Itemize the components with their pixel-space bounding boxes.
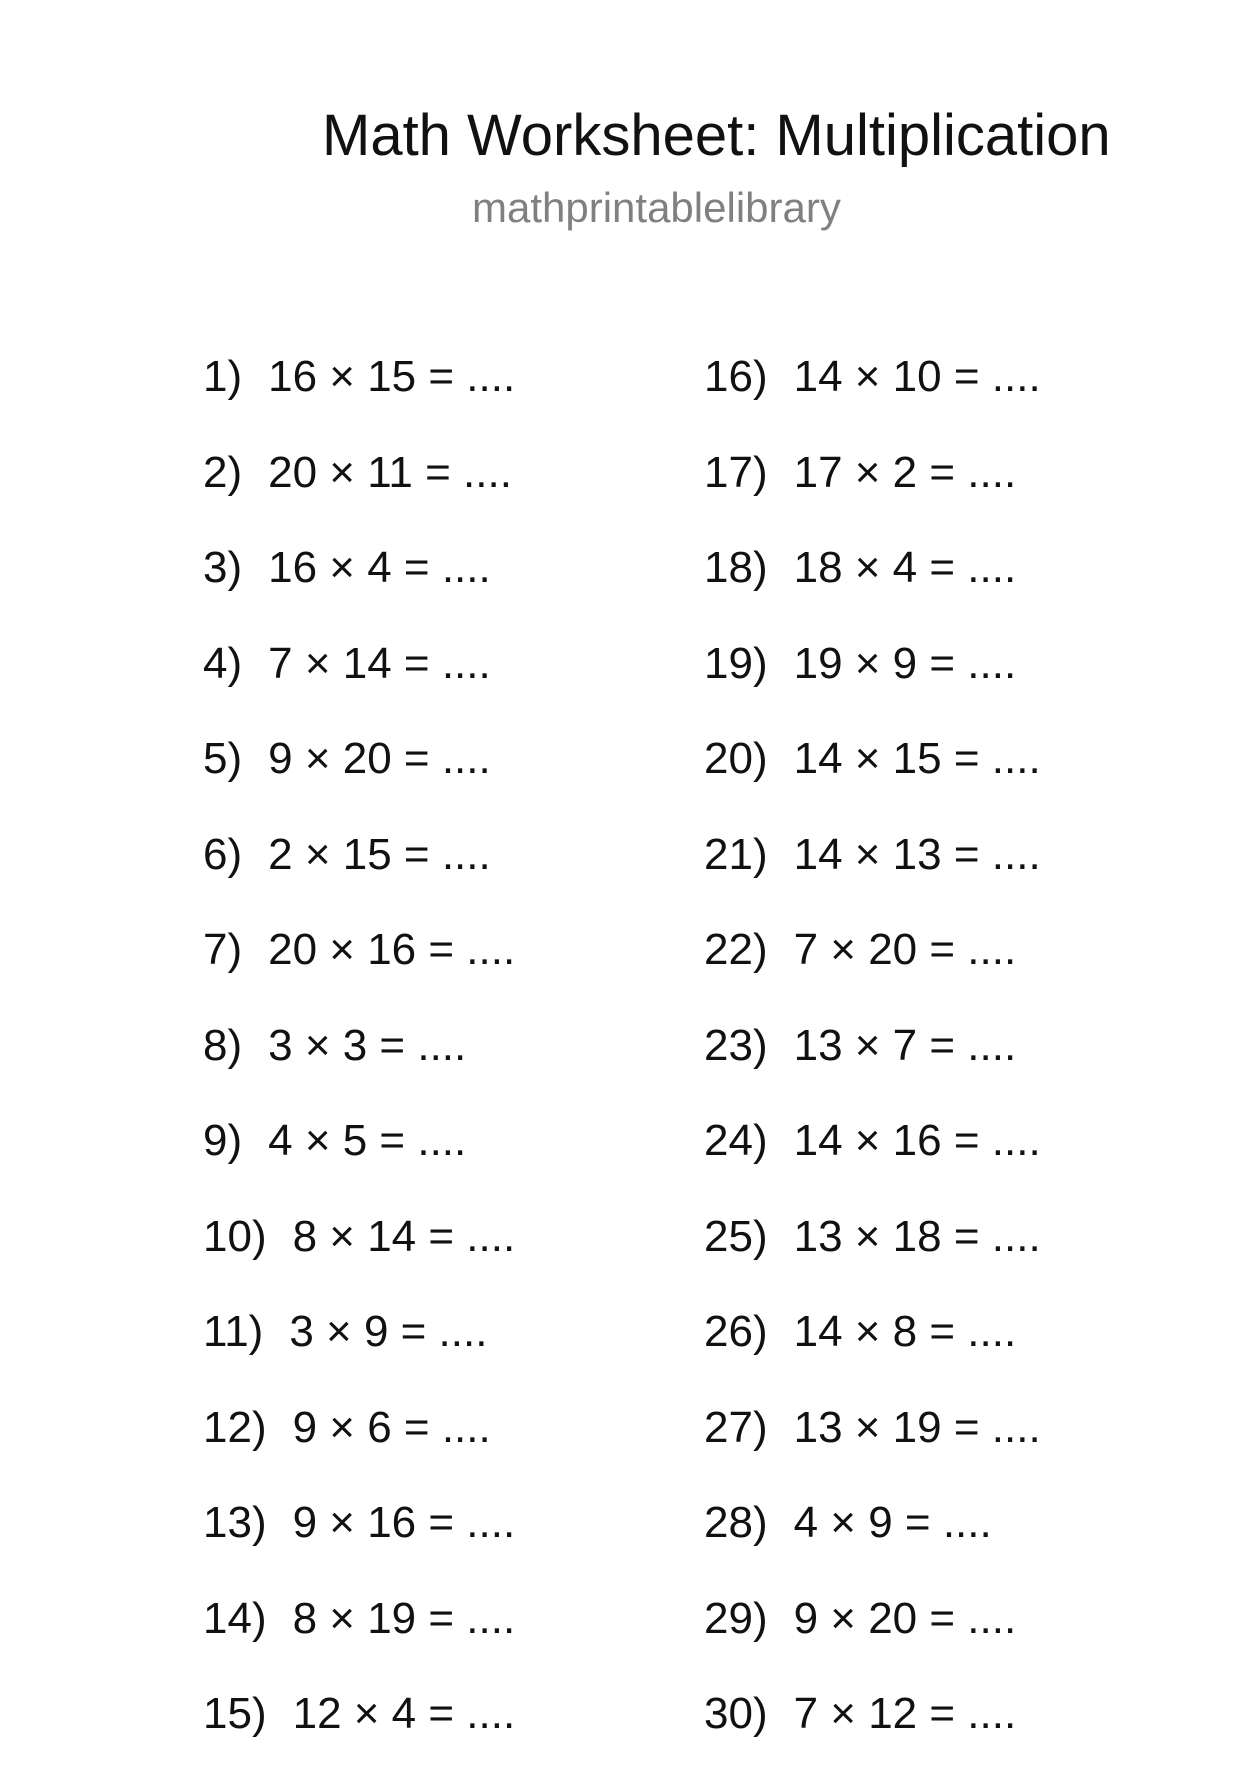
problem-number: 8): [203, 1020, 243, 1070]
problem-number: 14): [203, 1593, 267, 1643]
problem-number: 2): [203, 447, 243, 497]
problem-item: [704, 543, 1041, 639]
problem-number: 17): [704, 447, 768, 497]
problem-expression: 14 × 8 = ....: [793, 1307, 1017, 1356]
problem-item: [704, 1212, 1041, 1308]
problem-item: [203, 1689, 515, 1785]
problem-expression: 8 × 19 = ....: [292, 1593, 516, 1643]
problem-expression: 16 × 15 = ....: [268, 352, 516, 401]
problem-expression: 8 × 14 = ....: [292, 1211, 516, 1261]
problem-expression: 12 × 4 = ....: [292, 1689, 516, 1738]
problem-expression: 19 × 9 = ....: [793, 638, 1017, 688]
problem-number: 16): [704, 352, 768, 401]
problem-item: [203, 1212, 515, 1308]
problem-expression: 9 × 16 = ....: [292, 1498, 516, 1547]
problem-item: [704, 1594, 1041, 1690]
problem-number: 30): [704, 1689, 768, 1738]
problem-expression: 4 × 9 = ....: [793, 1498, 992, 1547]
problem-expression: 7 × 12 = ....: [793, 1689, 1017, 1738]
problem-item: [203, 448, 515, 544]
problem-item: [704, 830, 1041, 926]
problem-expression: 14 × 10 = ....: [793, 352, 1041, 401]
problem-number: 7): [203, 925, 243, 974]
problem-expression: 16 × 4 = ....: [268, 543, 491, 592]
problem-item: [203, 1594, 515, 1690]
problem-item: [203, 1498, 515, 1594]
problem-expression: 2 × 15 = ....: [268, 829, 491, 879]
problem-item: [203, 1021, 515, 1117]
problem-number: 4): [203, 638, 243, 688]
problem-number: 10): [203, 1211, 267, 1261]
problem-number: 6): [203, 829, 243, 879]
problem-number: 22): [704, 925, 768, 974]
problem-column-right: [704, 352, 1041, 1785]
problem-item: [704, 448, 1041, 544]
problem-expression: 7 × 14 = ....: [268, 638, 491, 688]
problem-item: [704, 734, 1041, 830]
problem-expression: 13 × 19 = ....: [793, 1402, 1041, 1452]
problem-expression: 9 × 20 = ....: [268, 734, 491, 783]
problem-number: 29): [704, 1593, 768, 1643]
problem-number: 9): [203, 1116, 243, 1165]
problem-expression: 17 × 2 = ....: [793, 447, 1017, 497]
worksheet-title: Math Worksheet: Multiplication: [322, 103, 1111, 168]
problem-number: 18): [704, 543, 768, 592]
problem-number: 28): [704, 1498, 768, 1547]
problem-item: [704, 1307, 1041, 1403]
problem-item: [704, 1689, 1041, 1785]
problem-item: [203, 925, 515, 1021]
problem-expression: 20 × 11 = ....: [268, 447, 512, 497]
problem-item: [203, 830, 515, 926]
problem-expression: 13 × 7 = ....: [793, 1020, 1017, 1070]
problem-item: [203, 543, 515, 639]
problem-item: [704, 1403, 1041, 1499]
problem-number: 23): [704, 1020, 768, 1070]
problem-number: 11): [203, 1307, 264, 1356]
problem-item: [203, 1403, 515, 1499]
problem-expression: 4 × 5 = ....: [268, 1116, 467, 1165]
problem-number: 5): [203, 734, 243, 783]
problem-number: 21): [704, 829, 768, 879]
problem-item: [704, 639, 1041, 735]
problem-item: [704, 925, 1041, 1021]
problem-column-left: [203, 352, 515, 1785]
problem-expression: 14 × 16 = ....: [793, 1116, 1041, 1165]
problem-number: 24): [704, 1116, 768, 1165]
problem-item: [203, 352, 515, 448]
problem-expression: 14 × 15 = ....: [793, 734, 1041, 783]
problem-item: [203, 1307, 515, 1403]
problem-item: [704, 352, 1041, 448]
problem-expression: 7 × 20 = ....: [793, 925, 1017, 974]
problem-number: 27): [704, 1402, 768, 1452]
worksheet-subtitle: mathprintablelibrary: [472, 184, 841, 231]
problem-number: 26): [704, 1307, 768, 1356]
problem-item: [704, 1021, 1041, 1117]
problem-number: 3): [203, 543, 243, 592]
problem-item: [203, 1116, 515, 1212]
problem-number: 19): [704, 638, 768, 688]
problem-expression: 9 × 20 = ....: [793, 1593, 1017, 1643]
problem-expression: 20 × 16 = ....: [268, 925, 516, 974]
problem-item: [203, 734, 515, 830]
problem-number: 1): [203, 352, 243, 401]
problem-expression: 9 × 6 = ....: [292, 1402, 491, 1452]
problem-number: 20): [704, 734, 768, 783]
problem-number: 15): [203, 1689, 267, 1738]
problem-expression: 18 × 4 = ....: [793, 543, 1017, 592]
problem-expression: 3 × 9 = ....: [289, 1307, 488, 1356]
problem-expression: 13 × 18 = ....: [793, 1211, 1041, 1261]
problem-number: 13): [203, 1498, 267, 1547]
problem-number: 12): [203, 1402, 267, 1452]
problem-item: [704, 1116, 1041, 1212]
problem-item: [704, 1498, 1041, 1594]
problem-item: [203, 639, 515, 735]
problem-number: 25): [704, 1211, 768, 1261]
problem-expression: 3 × 3 = ....: [268, 1020, 467, 1070]
problem-expression: 14 × 13 = ....: [793, 829, 1041, 879]
